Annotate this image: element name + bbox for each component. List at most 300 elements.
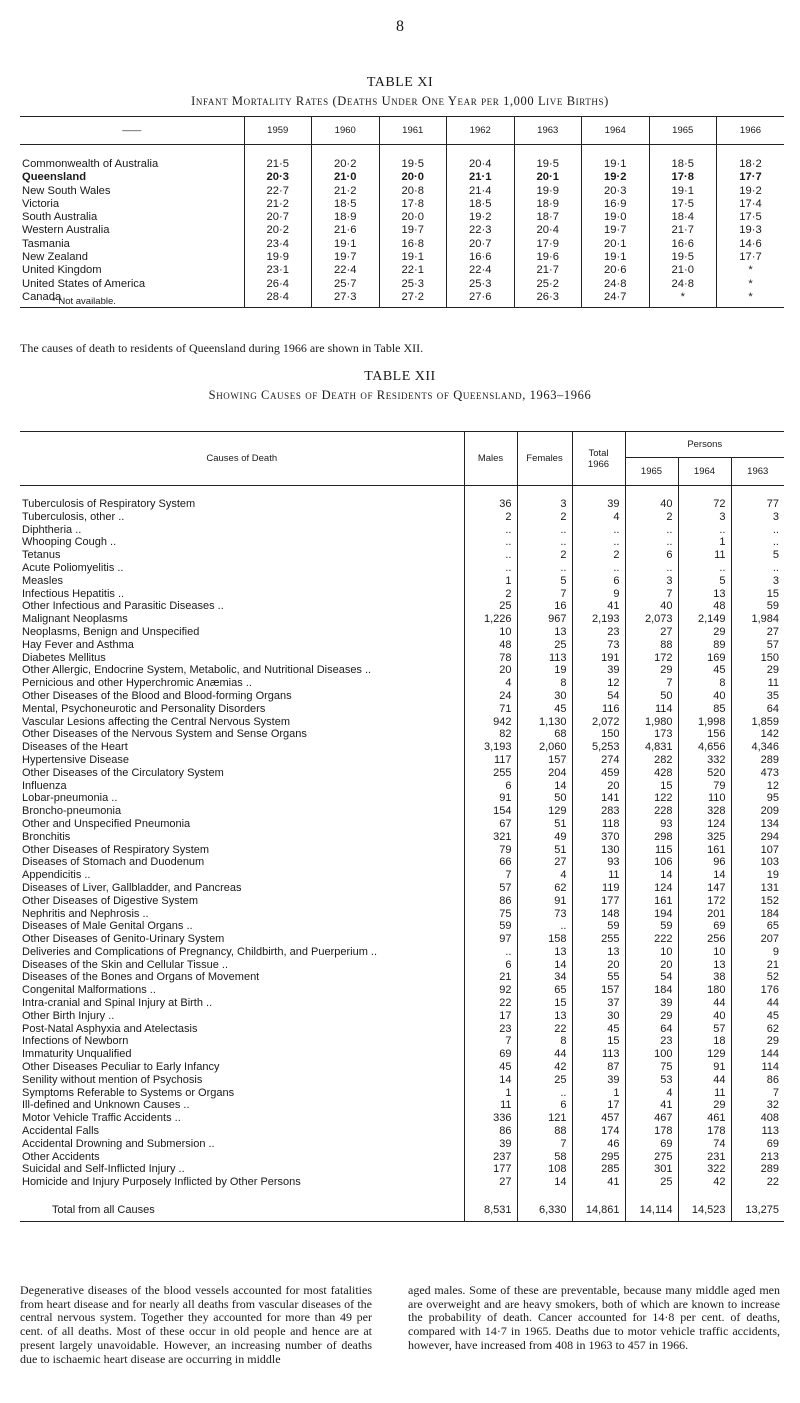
commentary-right: aged males. Some of these are preventable, because many middle aged men are overweight and are heavy smokers, both of which are known to increase the probability of death. Cancer accounted for 14·8 per cent. of deaths, compared with 14·7 in 1965. Deaths due to motor vehicle traffic accidents, however, have increased from 408 in 1963 to 457 in 1966. — [408, 1283, 780, 1352]
count-cell: 78 — [464, 652, 517, 665]
count-cell: 17 — [572, 1099, 625, 1112]
count-cell: 967 — [517, 613, 572, 626]
count-cell: 64 — [731, 703, 784, 716]
total-header-line: Total — [588, 447, 609, 459]
count-cell: 65 — [517, 984, 572, 997]
count-cell: 59 — [731, 600, 784, 613]
table-row — [20, 198, 784, 211]
count-cell: .. — [625, 562, 678, 575]
count-cell: 89 — [678, 639, 731, 652]
rate-cell: 18·9 — [312, 211, 380, 224]
count-cell: 107 — [731, 844, 784, 857]
country-label: Canada — [20, 291, 244, 308]
rate-cell: 24·8 — [649, 278, 717, 291]
rate-cell: 21·0 — [649, 264, 717, 277]
year-1965-header: 1965 — [625, 458, 678, 486]
count-cell: 119 — [572, 882, 625, 895]
table-row — [20, 600, 784, 613]
rate-cell: 27·6 — [447, 291, 515, 308]
count-cell: 58 — [517, 1151, 572, 1164]
count-cell: 115 — [625, 844, 678, 857]
infant-mortality-table — [20, 116, 784, 308]
count-cell: 93 — [572, 856, 625, 869]
rate-cell: 17·5 — [649, 198, 717, 211]
count-cell: 32 — [731, 1099, 784, 1112]
count-cell: 157 — [517, 754, 572, 767]
count-cell: 67 — [464, 818, 517, 831]
count-cell: 4 — [625, 1087, 678, 1100]
count-cell: 45 — [517, 703, 572, 716]
count-cell: 49 — [517, 831, 572, 844]
count-cell: 3 — [517, 498, 572, 511]
cause-label: Other Allergic, Endocrine System, Metabolic, and Nutritional Diseases .. — [22, 664, 372, 677]
count-cell: 15 — [731, 588, 784, 601]
table-xi-title: TABLE XI — [366, 75, 434, 90]
count-cell: .. — [517, 524, 572, 537]
cause-label: Other Diseases of Respiratory System — [22, 843, 210, 856]
count-cell: 41 — [572, 1176, 625, 1189]
count-cell: 520 — [678, 767, 731, 780]
count-cell: 20 — [464, 664, 517, 677]
cause-label: Immaturity Unqualified — [22, 1048, 132, 1061]
table-xii-subtitle: Showing Causes of Death of Residents of Queensland, 1963–1966 — [208, 388, 592, 402]
table-row — [20, 524, 784, 537]
table-row — [20, 946, 784, 959]
count-cell: 322 — [678, 1163, 731, 1176]
count-cell: 69 — [464, 1048, 517, 1061]
table-row — [20, 792, 784, 805]
count-cell: .. — [678, 524, 731, 537]
males-header: Males — [464, 432, 517, 486]
count-cell: 45 — [678, 664, 731, 677]
count-cell: 7 — [625, 677, 678, 690]
count-cell: 88 — [517, 1125, 572, 1138]
count-cell: 35 — [731, 690, 784, 703]
count-cell: 11 — [464, 1099, 517, 1112]
count-cell: 289 — [731, 1163, 784, 1176]
table-xi-footnote: * Not available. — [52, 296, 116, 307]
count-cell: .. — [464, 549, 517, 562]
count-cell: 91 — [517, 895, 572, 908]
total-cell: 14,861 — [572, 1201, 625, 1221]
cause-label: Pernicious and other Hyperchromic Anæmias .. — [22, 677, 252, 690]
count-cell: 62 — [517, 882, 572, 895]
rate-cell: 18·4 — [649, 211, 717, 224]
count-cell: 51 — [517, 844, 572, 857]
cause-label: Vascular Lesions affecting the Central Nervous System — [22, 715, 291, 728]
count-cell: 36 — [464, 498, 517, 511]
rate-cell: 24·7 — [582, 291, 650, 308]
count-cell: 65 — [731, 920, 784, 933]
rate-cell: 25·3 — [379, 278, 447, 291]
table-row — [20, 997, 784, 1010]
count-cell: 39 — [572, 664, 625, 677]
count-cell: 124 — [625, 882, 678, 895]
count-cell: .. — [572, 562, 625, 575]
count-cell: 22 — [464, 997, 517, 1010]
count-cell: 176 — [731, 984, 784, 997]
count-cell: 7 — [464, 1035, 517, 1048]
count-cell: 13 — [517, 1010, 572, 1023]
table-row — [20, 575, 784, 588]
country-label: Western Australia — [22, 224, 110, 237]
count-cell: 237 — [464, 1151, 517, 1164]
count-cell: .. — [625, 524, 678, 537]
count-cell: 108 — [517, 1163, 572, 1176]
count-cell: 117 — [464, 754, 517, 767]
count-cell: 6 — [625, 549, 678, 562]
table-row — [20, 652, 784, 665]
rate-cell: 21·0 — [312, 171, 380, 184]
table-row — [20, 690, 784, 703]
count-cell: 45 — [572, 1023, 625, 1036]
count-cell: 147 — [678, 882, 731, 895]
count-cell: 3,193 — [464, 741, 517, 754]
rate-cell: 19·6 — [514, 251, 582, 264]
rate-cell: 20·0 — [379, 211, 447, 224]
count-cell: 75 — [625, 1061, 678, 1074]
count-cell: 1 — [464, 1087, 517, 1100]
cause-label: Homicide and Injury Purposely Inflicted by Other Persons — [22, 1176, 301, 1189]
count-cell: 14 — [625, 869, 678, 882]
rate-cell: 22·7 — [244, 185, 312, 198]
count-cell: 74 — [678, 1138, 731, 1151]
count-cell: 87 — [572, 1061, 625, 1074]
count-cell: .. — [517, 1087, 572, 1100]
count-cell: 50 — [517, 792, 572, 805]
table-row — [20, 291, 784, 308]
count-cell: 69 — [678, 920, 731, 933]
cause-label: Measles — [22, 574, 63, 587]
table-row — [20, 1138, 784, 1151]
count-cell: 141 — [572, 792, 625, 805]
count-cell: .. — [572, 536, 625, 549]
count-cell: .. — [464, 562, 517, 575]
count-cell: 428 — [625, 767, 678, 780]
count-cell: 53 — [625, 1074, 678, 1087]
count-cell: 8 — [517, 1035, 572, 1048]
cause-label: Diseases of the Heart — [22, 741, 128, 754]
rate-cell: 18·7 — [514, 211, 582, 224]
count-cell: 93 — [625, 818, 678, 831]
table-row — [20, 831, 784, 844]
rate-cell: 25·3 — [447, 278, 515, 291]
rate-cell: 21·7 — [514, 264, 582, 277]
count-cell: 66 — [464, 856, 517, 869]
total-cell: 14,114 — [625, 1201, 678, 1221]
rate-cell: 14·6 — [717, 238, 785, 251]
count-cell: 180 — [678, 984, 731, 997]
count-cell: 12 — [572, 677, 625, 690]
count-cell: 45 — [731, 1010, 784, 1023]
count-cell: 2,072 — [572, 716, 625, 729]
rate-cell: 19·1 — [582, 251, 650, 264]
count-cell: 2,193 — [572, 613, 625, 626]
count-cell: .. — [464, 524, 517, 537]
count-cell: 38 — [678, 971, 731, 984]
rate-cell: 20·8 — [379, 185, 447, 198]
count-cell: 285 — [572, 1163, 625, 1176]
country-label: New South Wales — [22, 184, 111, 197]
count-cell: 7 — [464, 869, 517, 882]
rate-cell: 19·7 — [582, 224, 650, 237]
table-row — [20, 1087, 784, 1100]
count-cell: 408 — [731, 1112, 784, 1125]
count-cell: 10 — [678, 946, 731, 959]
table-row — [20, 278, 784, 291]
table-xi-subtitle: Infant Mortality Rates (Deaths Under One Year per 1,000 Live Births) — [191, 94, 609, 108]
country-label: United Kingdom — [22, 264, 102, 277]
table-row — [20, 805, 784, 818]
count-cell: 2 — [572, 549, 625, 562]
table-row — [20, 1074, 784, 1087]
count-cell: 57 — [731, 639, 784, 652]
count-cell: 3 — [731, 511, 784, 524]
cause-label: Ill-defined and Unknown Causes .. — [22, 1099, 190, 1112]
count-cell: 54 — [572, 690, 625, 703]
table-row — [20, 971, 784, 984]
rate-cell: 18·5 — [649, 158, 717, 171]
count-cell: 64 — [625, 1023, 678, 1036]
count-cell: 44 — [731, 997, 784, 1010]
table-row — [20, 626, 784, 639]
count-cell: 177 — [464, 1163, 517, 1176]
count-cell: 29 — [731, 664, 784, 677]
count-cell: 15 — [517, 997, 572, 1010]
cause-label: Malignant Neoplasms — [22, 613, 128, 626]
table-row — [20, 498, 784, 511]
count-cell: 73 — [517, 908, 572, 921]
count-cell: 23 — [572, 626, 625, 639]
count-cell: 40 — [678, 690, 731, 703]
count-cell: 2,073 — [625, 613, 678, 626]
table-row — [20, 869, 784, 882]
rate-cell: 17·9 — [514, 238, 582, 251]
table-row — [20, 224, 784, 237]
count-cell: .. — [731, 562, 784, 575]
cause-label: Other Diseases of Genito-Urinary System — [22, 933, 225, 946]
count-cell: 75 — [464, 908, 517, 921]
cause-label: Bronchitis — [22, 830, 71, 843]
count-cell: 54 — [625, 971, 678, 984]
count-cell: 213 — [731, 1151, 784, 1164]
count-cell: 10 — [464, 626, 517, 639]
rate-cell: * — [649, 291, 717, 308]
count-cell: 1,859 — [731, 716, 784, 729]
count-cell: 27 — [625, 626, 678, 639]
table-row — [20, 703, 784, 716]
count-cell: 2 — [464, 511, 517, 524]
country-label: South Australia — [22, 211, 98, 224]
rate-cell: 20·2 — [312, 158, 380, 171]
rate-cell: 20·1 — [514, 171, 582, 184]
rate-cell: 24·8 — [582, 278, 650, 291]
table-xi-corner-header: —— — [20, 117, 244, 145]
count-cell: 23 — [464, 1023, 517, 1036]
count-cell: 207 — [731, 933, 784, 946]
count-cell: 116 — [572, 703, 625, 716]
cause-label: Accidental Falls — [22, 1125, 100, 1138]
causes-of-death-table — [20, 431, 784, 1222]
count-cell: 467 — [625, 1112, 678, 1125]
count-cell: 30 — [572, 1010, 625, 1023]
count-cell: 51 — [517, 818, 572, 831]
rate-cell: 19·1 — [582, 158, 650, 171]
count-cell: 13 — [678, 959, 731, 972]
count-cell: 4 — [517, 869, 572, 882]
table-row — [20, 251, 784, 264]
count-cell: 41 — [572, 600, 625, 613]
year-header: 1961 — [379, 117, 447, 145]
count-cell: 172 — [625, 652, 678, 665]
rate-cell: 18·9 — [514, 198, 582, 211]
year-header: 1964 — [582, 117, 650, 145]
count-cell: 172 — [678, 895, 731, 908]
rate-cell: 19·1 — [379, 251, 447, 264]
year-header: 1962 — [447, 117, 515, 145]
count-cell: 114 — [731, 1061, 784, 1074]
total-cell: 8,531 — [464, 1201, 517, 1221]
count-cell: 9 — [572, 588, 625, 601]
table-row — [20, 959, 784, 972]
rate-cell: 23·1 — [244, 264, 312, 277]
table-row — [20, 511, 784, 524]
cause-label: Diseases of Liver, Gallbladder, and Pancreas — [22, 881, 242, 894]
causes-header: Causes of Death — [20, 432, 464, 486]
count-cell: 294 — [731, 831, 784, 844]
count-cell: 44 — [678, 997, 731, 1010]
rate-cell: 21·1 — [447, 171, 515, 184]
count-cell: 131 — [731, 882, 784, 895]
count-cell: 301 — [625, 1163, 678, 1176]
count-cell: 457 — [572, 1112, 625, 1125]
rate-cell: 20·4 — [514, 224, 582, 237]
rate-cell: 21·6 — [312, 224, 380, 237]
count-cell: 40 — [625, 498, 678, 511]
count-cell: 29 — [625, 664, 678, 677]
rate-cell: 17·8 — [379, 198, 447, 211]
table-row — [20, 1035, 784, 1048]
rate-cell: 21·2 — [244, 198, 312, 211]
cause-label: Other Diseases of the Nervous System and Sense Organs — [22, 728, 307, 741]
table-row — [20, 920, 784, 933]
count-cell: 72 — [678, 498, 731, 511]
count-cell: 325 — [678, 831, 731, 844]
count-cell: 156 — [678, 728, 731, 741]
count-cell: 274 — [572, 754, 625, 767]
table-row — [20, 171, 784, 184]
table-row — [20, 185, 784, 198]
count-cell: 27 — [464, 1176, 517, 1189]
count-cell: 150 — [731, 652, 784, 665]
cause-label: Other Diseases of the Blood and Blood-forming Organs — [22, 689, 292, 702]
cause-label: Broncho-pneumonia — [22, 805, 122, 818]
count-cell: 4,656 — [678, 741, 731, 754]
count-cell: 29 — [731, 1035, 784, 1048]
table-row — [20, 1023, 784, 1036]
count-cell: 113 — [731, 1125, 784, 1138]
count-cell: 44 — [517, 1048, 572, 1061]
rate-cell: 22·4 — [312, 264, 380, 277]
count-cell: 25 — [517, 1074, 572, 1087]
table-row — [20, 933, 784, 946]
total-row — [20, 1201, 784, 1221]
cause-label: Infectious Hepatitis .. — [22, 587, 125, 600]
cause-label: Nephritis and Nephrosis .. — [22, 907, 149, 920]
count-cell: 283 — [572, 805, 625, 818]
count-cell: 16 — [517, 600, 572, 613]
cause-label: Other Diseases of the Circulatory System — [22, 766, 224, 779]
rate-cell: * — [717, 291, 785, 308]
count-cell: 18 — [678, 1035, 731, 1048]
count-cell: 7 — [517, 588, 572, 601]
count-cell: .. — [464, 946, 517, 959]
count-cell: 50 — [625, 690, 678, 703]
count-cell: 13 — [517, 946, 572, 959]
count-cell: 178 — [678, 1125, 731, 1138]
cause-label: Other Birth Injury .. — [22, 1009, 115, 1022]
count-cell: 44 — [678, 1074, 731, 1087]
count-cell: 19 — [731, 869, 784, 882]
count-cell: 86 — [464, 1125, 517, 1138]
count-cell: .. — [464, 536, 517, 549]
count-cell: 289 — [731, 754, 784, 767]
rate-cell: 21·5 — [244, 158, 312, 171]
count-cell: 21 — [464, 971, 517, 984]
count-cell: 5 — [517, 575, 572, 588]
count-cell: 46 — [572, 1138, 625, 1151]
count-cell: 1 — [678, 536, 731, 549]
rate-cell: 19·2 — [717, 185, 785, 198]
rate-cell: 17·7 — [717, 171, 785, 184]
rate-cell: 21·7 — [649, 224, 717, 237]
count-cell: 22 — [731, 1176, 784, 1189]
total-1966-header — [572, 432, 625, 486]
count-cell: 174 — [572, 1125, 625, 1138]
cause-label: Diseases of the Bones and Organs of Movement — [22, 971, 260, 984]
year-1963-header: 1963 — [731, 458, 784, 486]
rate-cell: 20·0 — [379, 171, 447, 184]
count-cell: 942 — [464, 716, 517, 729]
cause-label: Other Diseases of Digestive System — [22, 894, 199, 907]
cause-label: Other Accidents — [22, 1150, 100, 1163]
count-cell: 8 — [517, 677, 572, 690]
cause-label: Congenital Malformations .. — [22, 984, 156, 997]
table-row — [20, 158, 784, 171]
count-cell: 62 — [731, 1023, 784, 1036]
rate-cell: 19·0 — [582, 211, 650, 224]
count-cell: 3 — [678, 511, 731, 524]
cause-label: Acute Poliomyelitis .. — [22, 561, 124, 574]
count-cell: 73 — [572, 639, 625, 652]
rate-cell: 19·1 — [312, 238, 380, 251]
count-cell: 57 — [464, 882, 517, 895]
table-row — [20, 895, 784, 908]
count-cell: 6 — [464, 780, 517, 793]
cause-label: Hay Fever and Asthma — [22, 638, 134, 651]
count-cell: 57 — [678, 1023, 731, 1036]
count-cell: 130 — [572, 844, 625, 857]
count-cell: 295 — [572, 1151, 625, 1164]
rate-cell: 17·7 — [717, 251, 785, 264]
count-cell: 40 — [678, 1010, 731, 1023]
rate-cell: 19·1 — [649, 185, 717, 198]
rate-cell: * — [717, 278, 785, 291]
table-row — [20, 728, 784, 741]
count-cell: 59 — [572, 920, 625, 933]
table-row — [20, 818, 784, 831]
count-cell: 1,984 — [731, 613, 784, 626]
